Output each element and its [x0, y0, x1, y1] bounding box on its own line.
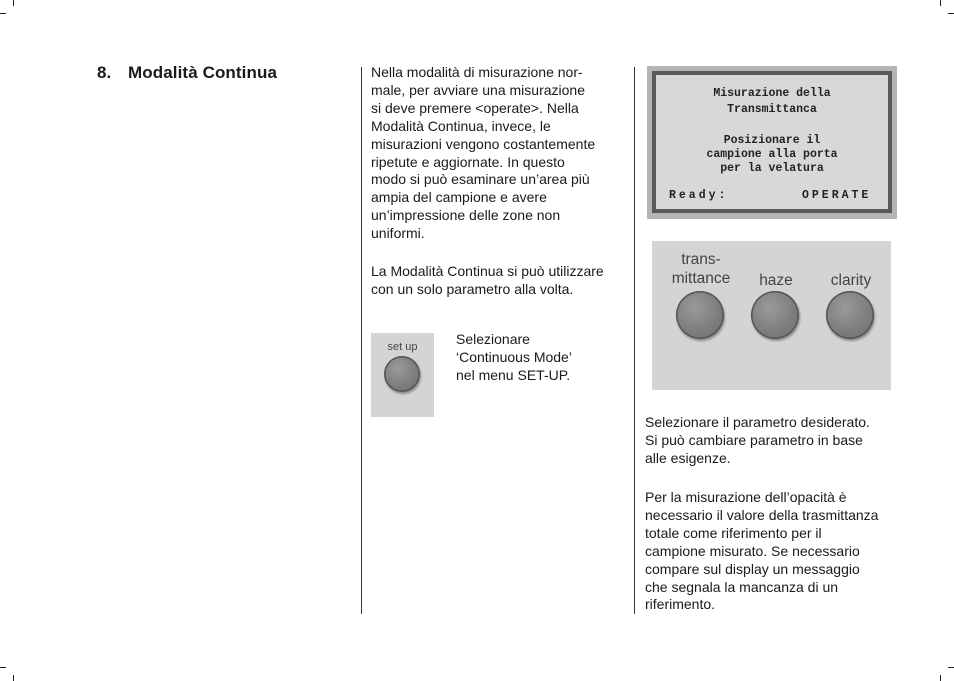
single-parameter-paragraph: La Modalità Continua si può utilizzare con un solo parametro alla volta. [371, 263, 604, 297]
instrument-display [647, 66, 897, 219]
crop-mark [948, 13, 954, 14]
setup-instruction: Selezionare ‘Continuous Mode’ nel menu SET-UP. [456, 331, 572, 383]
display-status-left: Ready: [669, 189, 729, 202]
crop-mark [940, 0, 941, 6]
section-number: 8. [97, 63, 112, 82]
display-status-right: OPERATE [802, 189, 872, 202]
setup-key-label: set up [387, 341, 418, 353]
transmittance-button[interactable] [676, 291, 724, 339]
section-heading [97, 63, 277, 83]
column-divider [361, 67, 362, 614]
crop-mark [948, 667, 954, 668]
haze-reference-paragraph: Per la misurazione dell’opacità è necessario il valore della trasmittanza totale come riferimento per il campione misurato. Se necessario compare sul display un messaggio che segnala la mancanza di un riferimento. [645, 489, 879, 613]
display-line: Misurazione della [713, 87, 831, 100]
clarity-button[interactable] [826, 291, 874, 339]
display-line: campione alla porta [706, 148, 838, 161]
haze-key-label: haze [759, 272, 793, 289]
crop-mark [13, 0, 14, 6]
display-line: Transmittanca [727, 103, 817, 116]
column-divider [634, 67, 635, 614]
crop-mark [940, 675, 941, 681]
parameter-keys-illustration [652, 241, 891, 390]
display-line: Posizionare il [723, 134, 821, 147]
display-line: per la velatura [720, 162, 824, 175]
setup-button[interactable] [384, 356, 420, 392]
crop-mark [13, 675, 14, 681]
display-bezel [652, 71, 892, 213]
transmittance-key-label: trans- mittance [671, 251, 731, 287]
section-title: Modalità Continua [128, 63, 278, 82]
setup-key-illustration [371, 333, 434, 417]
select-parameter-paragraph: Selezionare il parametro desiderato. Si può cambiare parametro in base alle esigenze. [645, 414, 870, 466]
clarity-key-label: clarity [830, 272, 872, 289]
display-screen [656, 75, 888, 209]
crop-mark [0, 667, 6, 668]
haze-button[interactable] [751, 291, 799, 339]
intro-paragraph: Nella modalità di misurazione nor- male, per avviare una misurazione si deve premere <operate>. Nella Modalità Continua, invece, le misurazioni vengono costantemente ripetute e aggiornate. In questo modo si può esaminare un’area più ampia del campione e avere un’impressione delle zone non uniformi. [371, 64, 596, 242]
crop-mark [0, 13, 6, 14]
